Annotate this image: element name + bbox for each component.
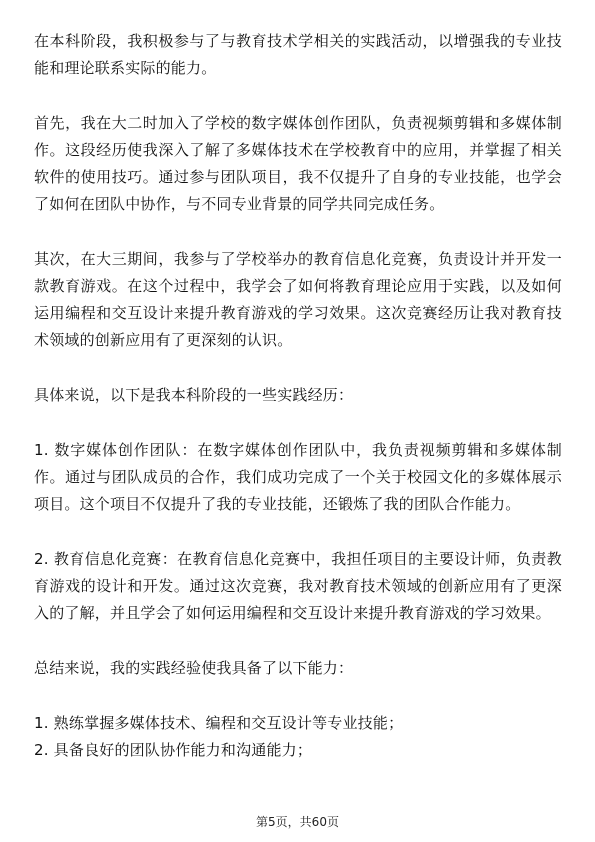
paragraph-item-1: 1. 数字媒体创作团队：在数字媒体创作团队中，我负责视频剪辑和多媒体制作。通过与团队成员的合作，我们成功完成了一个关于校园文化的多媒体展示项目。这个项目不仅提升了我的专业技能，还锻炼了我的团队合作能力。 (34, 441, 562, 513)
paragraph-intro: 在本科阶段，我积极参与了与教育技术学相关的实践活动，以增强我的专业技能和理论联系实际的能力。 (34, 32, 562, 77)
paragraph-second: 其次，在大三期间，我参与了学校举办的教育信息化竞赛，负责设计并开发一款教育游戏。在这个过程中，我学会了如何将教育理论应用于实践，以及如何运用编程和交互设计来提升教育游戏的学习效果。这次竞赛经历让我对教育技术领域的创新应用有了更深刻的认识。 (34, 250, 562, 349)
document-body (34, 28, 562, 764)
ability-item: 1. 熟练掌握多媒体技术、编程和交互设计等专业技能； (34, 714, 404, 732)
ability-item: 2. 具备良好的团队协作能力和沟通能力； (34, 741, 313, 759)
page-footer: 第5页，共60页 (256, 815, 339, 829)
paragraph-specifics: 具体来说，以下是我本科阶段的一些实践经历： (34, 386, 354, 404)
paragraph-item-2: 2. 教育信息化竞赛：在教育信息化竞赛中，我担任项目的主要设计师，负责教育游戏的设计和开发。通过这次竞赛，我对教育技术领域的创新应用有了更深入的了解，并且学会了如何运用编程和交互设计来提升教育游戏的学习效果。 (34, 550, 562, 622)
paragraph-summary: 总结来说，我的实践经验使我具备了以下能力： (34, 659, 354, 677)
paragraph-first: 首先，我在大二时加入了学校的数字媒体创作团队，负责视频剪辑和多媒体制作。这段经历使我深入了解了多媒体技术在学校教育中的应用，并掌握了相关软件的使用技巧。通过参与团队项目，我不仅提升了自身的专业技能，也学会了如何在团队中协作，与不同专业背景的同学共同完成任务。 (34, 114, 562, 213)
abilities-list (34, 710, 562, 764)
